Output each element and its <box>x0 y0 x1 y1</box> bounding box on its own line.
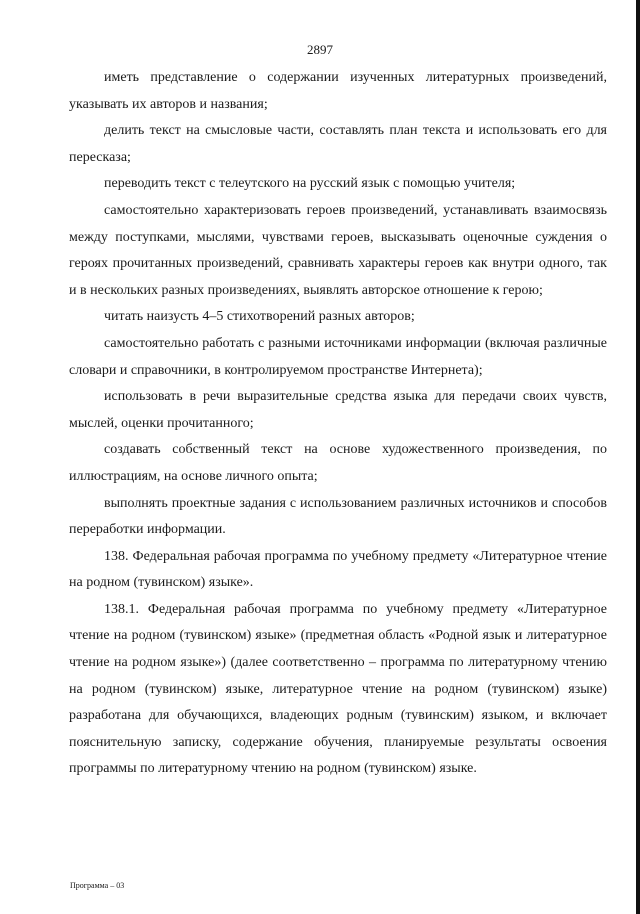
paragraph-2: делить текст на смысловые части, составлять план текста и использовать его для пересказа; <box>69 123 607 165</box>
paragraph-4: самостоятельно характеризовать героев произведений, устанавливать взаимосвязь между поступками, мыслями, чувствами героев, высказывать оценочные суждения о героях прочитанных произведений, сравнивать характеры героев как внутри одного, так и в нескольких разных произведениях, выявлять авторское отношение к герою; <box>69 202 607 298</box>
paragraph-1: иметь представление о содержании изученных литературных произведений, указывать их авторов и названия; <box>69 70 607 112</box>
page-number: 2897 <box>307 42 333 57</box>
paragraph-7: использовать в речи выразительные средства языка для передачи своих чувств, мыслей, оценки прочитанного; <box>69 389 607 431</box>
section-heading-138: 138. Федеральная рабочая программа по учебному предмету «Литературное чтение на родном (тувинском) языке». <box>69 548 607 591</box>
section-138-1: 138.1. Федеральная рабочая программа по учебному предмету «Литературное чтение на родном (тувинском) языке» (предметная область «Родной язык и литературное чтение на родном языке») (далее соответственно – программа по литературному чтению на родном (тувинском) языке, литературное чтение на родном (тувинском) языке) разработана для обучающихся, владеющих родным (тувинским) языком, и включает пояснительную записку, содержание обучения, планируемые результаты освоения программы по литературному чтению на родном (тувинском) языке. <box>69 601 607 777</box>
paragraph-9: выполнять проектные задания с использованием различных источников и способов переработки информации. <box>69 495 607 538</box>
document-body <box>69 65 607 783</box>
scan-edge <box>636 0 640 914</box>
paragraph-5: читать наизусть 4–5 стихотворений разных авторов; <box>104 309 415 325</box>
footer-label: Программа – 03 <box>70 881 125 890</box>
paragraph-6: самостоятельно работать с разными источниками информации (включая различные словари и справочники, в контролируемом пространстве Интернета); <box>69 335 607 378</box>
paragraph-8: создавать собственный текст на основе художественного произведения, по иллюстрациям, на основе личного опыта; <box>69 442 607 484</box>
paragraph-3: переводить текст с телеутского на русский язык с помощью учителя; <box>104 176 516 192</box>
